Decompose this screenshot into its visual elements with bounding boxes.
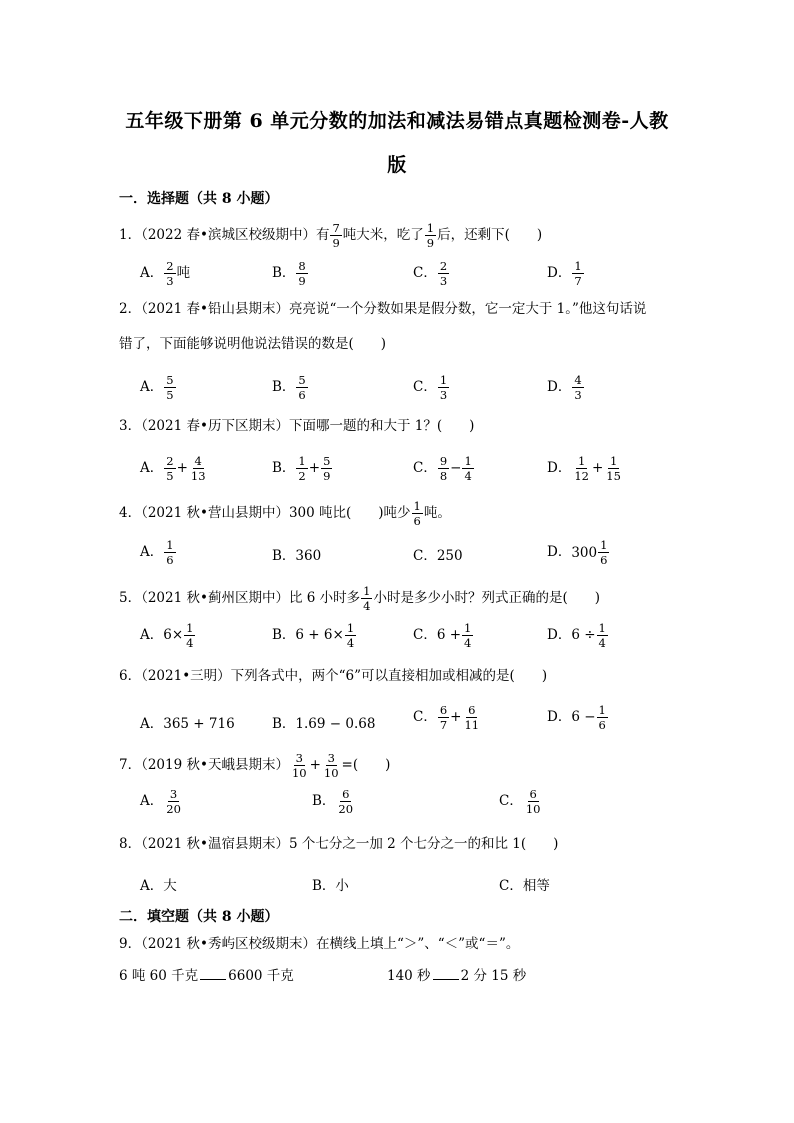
option-b[interactable]: B．小 bbox=[312, 878, 349, 894]
option-d[interactable]: D．6 − $\frac{1}{6}$ bbox=[547, 703, 606, 733]
question-5: 5．（2021 秋•蓟州区期中）比 6 小时多 $\frac{1}{4}$ 小时是多少小时？列式正确的是( ) bbox=[119, 584, 600, 614]
option-c[interactable]: C． $\frac{2}{3}$ bbox=[413, 259, 448, 289]
page-title: 五年级下册第 6 单元分数的加法和减法易错点真题检测卷-人教 bbox=[125, 110, 669, 132]
option-a[interactable]: A．大 bbox=[140, 878, 177, 894]
option-c[interactable]: C．250 bbox=[413, 548, 463, 564]
option-a[interactable]: A．6× $\frac{1}{4}$ bbox=[140, 621, 194, 651]
option-b[interactable]: B．6 + 6× $\frac{1}{4}$ bbox=[272, 621, 355, 651]
option-d[interactable]: D． 300 $\frac{1}{6}$ bbox=[547, 538, 608, 568]
question-4: 4．（2021 秋•营山县期中）300 吨比( )吨少 $\frac{1}{6}$ 吨。 bbox=[119, 499, 451, 529]
option-c[interactable]: C． $\frac{6}{10}$ bbox=[499, 787, 541, 817]
section-heading-fill: 二．填空题（共 8 小题） bbox=[119, 909, 279, 925]
question-6: 6．（2021•三明）下列各式中，两个“6”可以直接相加或相减的是( ) bbox=[119, 668, 548, 684]
option-c[interactable]: C．相等 bbox=[499, 878, 550, 894]
option-d[interactable]: D． $\frac{1}{7}$ bbox=[547, 259, 582, 289]
option-a[interactable]: A．365 + 716 bbox=[140, 716, 235, 732]
option-b[interactable]: B． $\frac{1}{2}$ + $\frac{5}{9}$ bbox=[272, 454, 331, 484]
page-title-continued: 版 bbox=[387, 154, 407, 176]
option-a[interactable]: A． $\frac{3}{20}$ bbox=[140, 787, 181, 817]
option-c[interactable]: C． $\frac{9}{8}$ − $\frac{1}{4}$ bbox=[413, 454, 472, 484]
question-2-continued: 错了，下面能够说明他说法错误的数是( ) bbox=[119, 336, 387, 352]
question-2: 2．（2021 春•铅山县期末）亮亮说“一个分数如果是假分数，它一定大于 1。”他这句话说 bbox=[119, 301, 647, 317]
option-a[interactable]: A． $\frac{1}{6}$ bbox=[140, 538, 174, 568]
fraction: $\frac{1}{9}$ bbox=[426, 221, 435, 251]
option-b[interactable]: B． $\frac{8}{9}$ bbox=[272, 259, 306, 289]
question-9: 9．（2021 秋•秀屿区校级期末）在横线上填上“＞”、“＜”或“＝”。 bbox=[119, 936, 520, 952]
question-8: 8．（2021 秋•温宿县期末）5 个七分之一加 2 个七分之一的和比 1( ) bbox=[119, 836, 559, 852]
compare-row-right: 140 秒 2 分 15 秒 bbox=[387, 968, 527, 984]
option-a[interactable]: A． $\frac{5}{5}$ bbox=[140, 373, 174, 403]
option-b[interactable]: B．1.69 − 0.68 bbox=[272, 716, 376, 732]
question-1: 1．（2022 春•滨城区校级期中）有 $\frac{7}{9}$ 吨大米，吃了 $\frac{1}{9}$ 后，还剩下( ) bbox=[119, 221, 543, 251]
question-3: 3．（2021 春•历下区期末）下面哪一题的和大于 1？( ) bbox=[119, 418, 475, 434]
option-d[interactable]: D． $\frac{1}{12}$ + $\frac{1}{15}$ bbox=[547, 454, 621, 484]
option-d[interactable]: D． $\frac{4}{3}$ bbox=[547, 373, 582, 403]
compare-row-left: 6 吨 60 千克 6600 千克 bbox=[119, 968, 294, 984]
option-a[interactable]: A． $\frac{2}{5}$ + $\frac{4}{13}$ bbox=[140, 454, 206, 484]
option-b[interactable]: B． $\frac{5}{6}$ bbox=[272, 373, 306, 403]
option-c[interactable]: C． $\frac{6}{7}$ + $\frac{6}{11}$ bbox=[413, 703, 480, 733]
option-a[interactable]: A． $\frac{2}{3}$ 吨 bbox=[140, 259, 191, 289]
option-b[interactable]: B． $\frac{6}{20}$ bbox=[312, 787, 354, 817]
section-heading-choice: 一．选择题（共 8 小题） bbox=[119, 191, 279, 207]
question-7: 7．（2019 秋•天峨县期末） $\frac{3}{10}$ + $\frac{3}{10}$ =( ) bbox=[119, 751, 391, 781]
fraction: $\frac{7}{9}$ bbox=[332, 221, 340, 251]
option-c[interactable]: C．6 + $\frac{1}{4}$ bbox=[413, 621, 472, 651]
option-d[interactable]: D．6 ÷ $\frac{1}{4}$ bbox=[547, 621, 606, 651]
answer-blank[interactable] bbox=[433, 979, 459, 980]
option-b[interactable]: B．360 bbox=[272, 548, 322, 564]
option-c[interactable]: C． $\frac{1}{3}$ bbox=[413, 373, 448, 403]
answer-blank[interactable] bbox=[200, 979, 226, 980]
